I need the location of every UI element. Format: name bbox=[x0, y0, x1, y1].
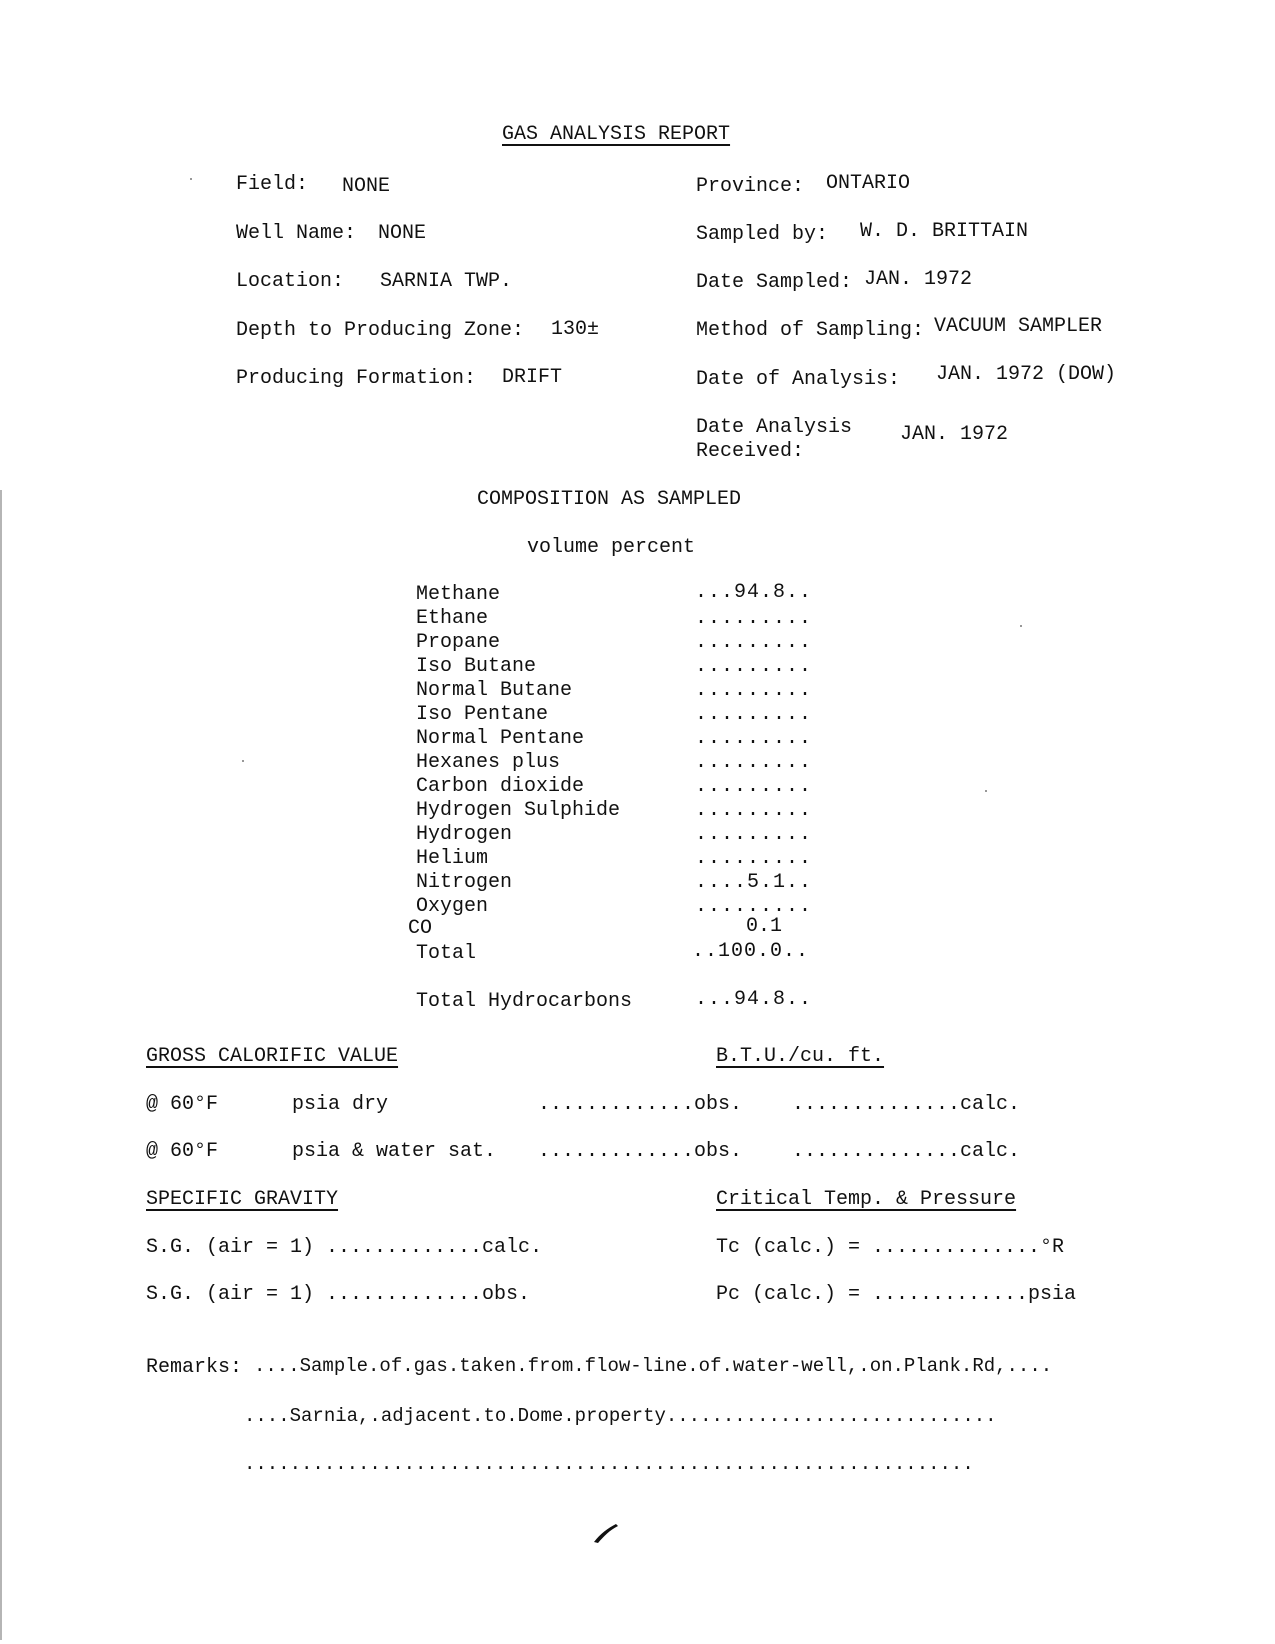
date-received-label-line2: Received: bbox=[696, 440, 805, 463]
component-name: Propane bbox=[416, 631, 501, 654]
component-name: Methane bbox=[416, 583, 501, 606]
field-label: Field: bbox=[236, 173, 309, 196]
scan-speck bbox=[1020, 625, 1022, 627]
sampled-by-value: W. D. BRITTAIN bbox=[860, 220, 1029, 243]
calorific-obs: .............obs. bbox=[538, 1140, 743, 1163]
date-analysis-label: Date of Analysis: bbox=[696, 368, 901, 391]
component-value: ......... bbox=[695, 799, 813, 822]
component-value: ..100.0.. bbox=[692, 940, 810, 963]
component-value: ......... bbox=[695, 895, 813, 918]
pc-calc: Pc (calc.) = .............psia bbox=[716, 1283, 1077, 1306]
component-value: ......... bbox=[695, 655, 813, 678]
well-name-label: Well Name: bbox=[236, 222, 357, 245]
component-value: ......... bbox=[695, 703, 813, 726]
calorific-condition: psia & water sat. bbox=[292, 1140, 497, 1163]
component-value: ......... bbox=[695, 727, 813, 750]
province-value: ONTARIO bbox=[826, 172, 911, 195]
calorific-obs: .............obs. bbox=[538, 1093, 743, 1116]
scan-speck bbox=[242, 760, 244, 762]
remarks-label: Remarks: bbox=[146, 1356, 243, 1379]
date-sampled-label: Date Sampled: bbox=[696, 271, 853, 294]
calorific-temp: @ 60°F bbox=[146, 1093, 219, 1116]
component-value: ......... bbox=[695, 679, 813, 702]
component-name: Normal Pentane bbox=[416, 727, 585, 750]
component-value: ....5.1.. bbox=[695, 871, 813, 894]
calorific-heading: GROSS CALORIFIC VALUE bbox=[146, 1045, 399, 1068]
method-label: Method of Sampling: bbox=[696, 319, 925, 342]
scan-speck bbox=[985, 790, 987, 792]
component-value: ......... bbox=[695, 751, 813, 774]
component-value: ...94.8.. bbox=[695, 581, 813, 604]
component-name: Carbon dioxide bbox=[416, 775, 585, 798]
calorific-calc: ..............calc. bbox=[792, 1093, 1021, 1116]
date-sampled-value: JAN. 1972 bbox=[864, 268, 973, 291]
depth-value: 130± bbox=[551, 318, 600, 341]
pen-mark-icon bbox=[590, 1518, 624, 1546]
component-name: Oxygen bbox=[416, 895, 489, 918]
composition-heading: COMPOSITION AS SAMPLED bbox=[477, 488, 742, 511]
component-value: ......... bbox=[695, 631, 813, 654]
remarks-line: ................................................................ bbox=[244, 1453, 974, 1475]
component-name: Helium bbox=[416, 847, 489, 870]
sampled-by-label: Sampled by: bbox=[696, 223, 829, 246]
report-title: GAS ANALYSIS REPORT bbox=[502, 123, 731, 146]
tc-calc: Tc (calc.) = ..............°R bbox=[716, 1236, 1065, 1259]
sg-obs: S.G. (air = 1) .............obs. bbox=[146, 1283, 531, 1306]
component-value: ......... bbox=[695, 775, 813, 798]
component-name: Hydrogen bbox=[416, 823, 513, 846]
total-hydrocarbons-label: Total Hydrocarbons bbox=[416, 990, 633, 1013]
calorific-condition: psia dry bbox=[292, 1093, 389, 1116]
date-received-label-line1: Date Analysis bbox=[696, 416, 853, 439]
well-name-value: NONE bbox=[378, 222, 427, 245]
component-name: Nitrogen bbox=[416, 871, 513, 894]
sg-calc: S.G. (air = 1) .............calc. bbox=[146, 1236, 543, 1259]
field-value: NONE bbox=[342, 175, 391, 198]
component-value: ......... bbox=[695, 607, 813, 630]
calorific-temp: @ 60°F bbox=[146, 1140, 219, 1163]
province-label: Province: bbox=[696, 175, 805, 198]
component-name: Hexanes plus bbox=[416, 751, 561, 774]
calorific-unit-heading: B.T.U./cu. ft. bbox=[716, 1045, 885, 1068]
scan-margin-line bbox=[0, 490, 2, 1640]
component-value: ......... bbox=[695, 823, 813, 846]
location-label: Location: bbox=[236, 270, 345, 293]
total-hydrocarbons-value: ...94.8.. bbox=[695, 988, 813, 1011]
date-received-value: JAN. 1972 bbox=[900, 423, 1009, 446]
scan-speck bbox=[190, 178, 192, 180]
component-name: Normal Butane bbox=[416, 679, 573, 702]
component-name: Iso Butane bbox=[416, 655, 537, 678]
formation-value: DRIFT bbox=[502, 366, 563, 389]
depth-label: Depth to Producing Zone: bbox=[236, 319, 525, 342]
location-value: SARNIA TWP. bbox=[380, 270, 513, 293]
formation-label: Producing Formation: bbox=[236, 367, 477, 390]
calorific-calc: ..............calc. bbox=[792, 1140, 1021, 1163]
component-value: 0.1 bbox=[746, 915, 783, 938]
component-value: ......... bbox=[695, 847, 813, 870]
component-name: Total bbox=[416, 942, 477, 965]
date-analysis-value: JAN. 1972 (DOW) bbox=[936, 363, 1117, 386]
gravity-heading: SPECIFIC GRAVITY bbox=[146, 1188, 339, 1211]
component-name: Hydrogen Sulphide bbox=[416, 799, 621, 822]
composition-unit: volume percent bbox=[527, 536, 696, 559]
component-name: Ethane bbox=[416, 607, 489, 630]
critical-heading: Critical Temp. & Pressure bbox=[716, 1188, 1017, 1211]
method-value: VACUUM SAMPLER bbox=[934, 315, 1103, 338]
component-name: Iso Pentane bbox=[416, 703, 549, 726]
remarks-line: ....Sarnia,.adjacent.to.Dome.property............................. bbox=[244, 1405, 997, 1427]
component-name: CO bbox=[408, 917, 433, 940]
remarks-line: ....Sample.of.gas.taken.from.flow-line.of.water-well,.on.Plank.Rd,.... bbox=[254, 1355, 1053, 1377]
